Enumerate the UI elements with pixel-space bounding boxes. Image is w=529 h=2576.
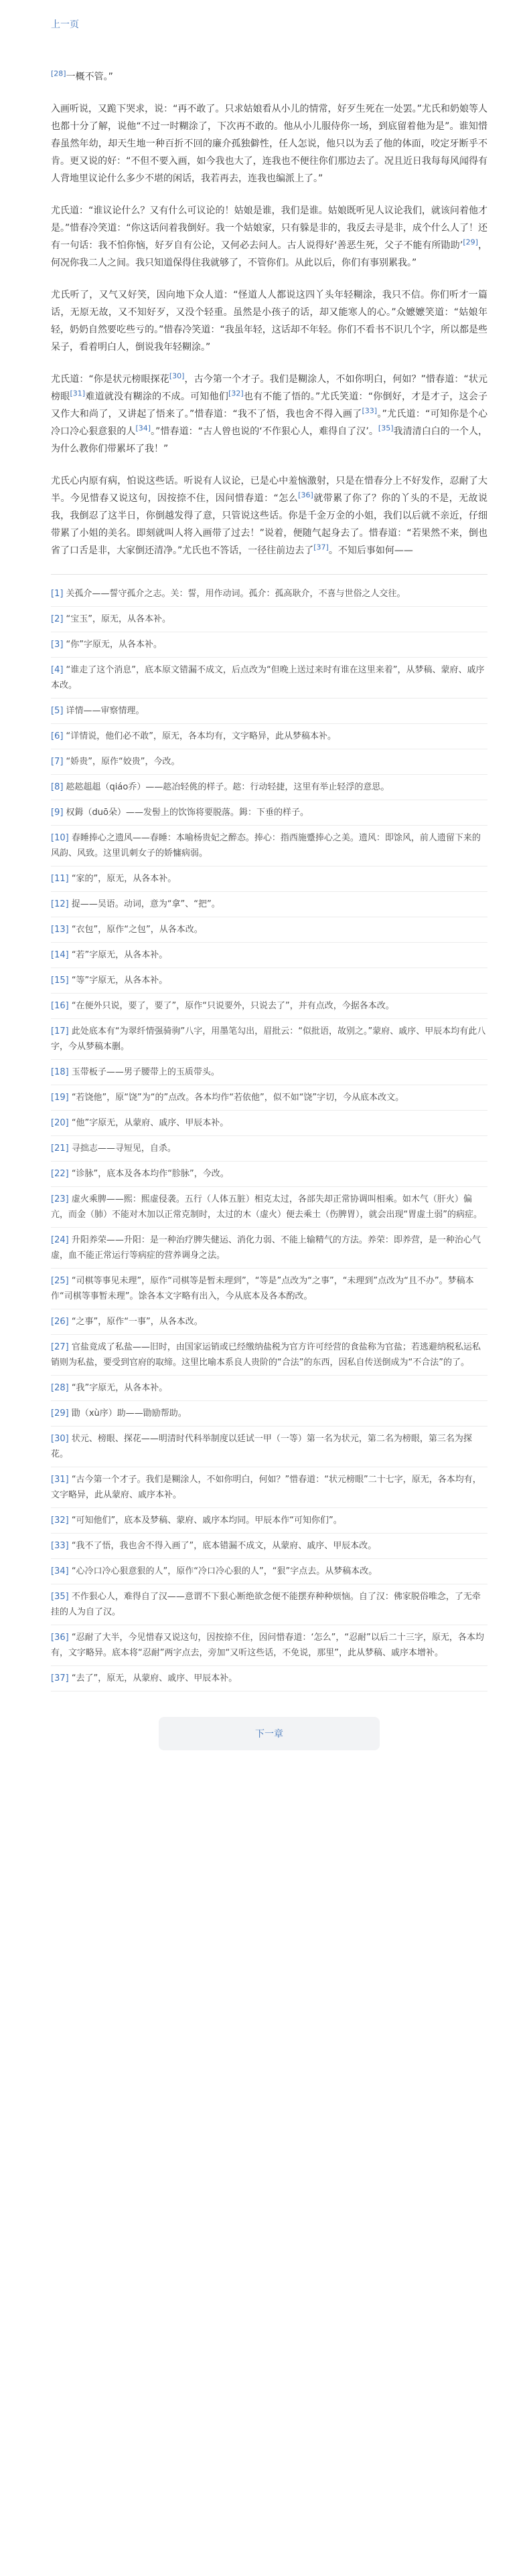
paragraph-text: 就带累了你了？你的丫头的不是，无故说我，我倒忍了这半日，你倒越发得了意，只管说这些话。你是千金万金的小姐，我们以后就不亲近，仔细带累了小姐的美名。即刻就叫人将入画带了过去！”说着，便随气起身去了。惜春道：“若果然不来，倒也省了口舌是非，大家倒还清净。”尤氏也不答话，一径往前边去了 [51,493,487,556]
footnote-item [51,1534,487,1559]
footnote-item [51,1666,487,1691]
footnote-item [51,1060,487,1085]
chapter-text [51,68,487,559]
footnote-text: “我”字原无，从各本补。 [68,1383,168,1393]
footnote-text: 详情——审察情理。 [63,706,145,716]
footnote-text: “若饶他”，原“饶”为“的”点改。各本均作“若依他”，似不如“饶”字切，今从底本改文。 [68,1093,404,1103]
footnote-text: 春睡捧心之遗风——春睡：本喻杨贵妃之醉态。捧心：指西施蹙捧心之美。遗风：即馀风，前人遗留下来的风韵、风致。这里讥刺女子的娇慵病弱。 [51,833,481,858]
footnote-number[interactable]: [22] [51,1169,69,1179]
footnote-item [51,632,487,658]
footnote-text: “谁走了这个消息”，底本原文错漏不成文，后点改为“但晚上送过来时有谁在这里来着”，从梦稿、蒙府、戚序本改。 [51,665,485,691]
footnote-text: “宝玉”，原无，从各本补。 [63,614,171,624]
footnote-item [51,1111,487,1136]
footnote-item [51,775,487,800]
footnote-number[interactable]: [35] [51,1592,69,1602]
footnote-number[interactable]: [6] [51,731,64,741]
footnote-number[interactable]: [33] [51,1541,69,1551]
footnote-number[interactable]: [7] [51,757,64,767]
paragraph-text: 。”惜春道：“古人曾也说的‘不作狠心人，难得自了汉’。 [151,426,378,437]
paragraph [51,286,487,356]
footnote-item [51,1376,487,1401]
footnote-ref[interactable]: [34] [135,424,151,433]
footnote-ref[interactable]: [31] [70,389,86,398]
paragraph [51,371,487,458]
footnote-number[interactable]: [11] [51,874,69,884]
footnote-item [51,724,487,749]
footnote-item [51,607,487,632]
paragraph-text: 难道就没有糊涂的不成。可知他们 [85,391,229,402]
footnote-text: “家的”，原无，从各本补。 [68,874,177,884]
footnote-text: 玉带板子——男子腰带上的玉质带头。 [68,1067,220,1077]
footnote-item [51,1085,487,1111]
footnote-number[interactable]: [30] [51,1434,69,1444]
footnote-number[interactable]: [1] [51,589,64,599]
paragraph [51,100,487,187]
footnote-text: “去了”，原无，从蒙府、戚序、甲辰本补。 [68,1673,238,1683]
footnote-ref[interactable]: [30] [169,371,185,381]
footnote-text: “娇贵”，原作“姣贵”，今改。 [63,757,180,767]
footnote-ref[interactable]: [37] [313,543,329,552]
footnote-text: “等”字原无，从各本补。 [68,976,168,986]
footnote-text: “详情说，他们必不敢”，原无，各本均有，文字略异，此从梦稿本补。 [63,731,337,741]
footnote-text: 状元、榜眼、探花——明清时代科举制度以廷试一甲（一等）第一名为状元，第二名为榜眼，第三名为探花。 [51,1434,472,1459]
footnote-number[interactable]: [2] [51,614,64,624]
footnote-text: “我不了悟，我也舍不得入画了”，底本错漏不成文，从蒙府、戚序、甲辰本改。 [68,1541,377,1551]
footnote-number[interactable]: [10] [51,833,69,843]
footnote-text: 升阳养荣——升阳：是一种治疗脾失健运、消化力弱、不能上输精气的方法。养荣：即养营，是一种治心气虚，血不能正常运行等病症的营养调身之法。 [51,1235,481,1261]
footnote-text: 趑趑趄趄（qiáo乔）——趑冶轻佻的样子。趑：行动轻捷，这里有举止轻浮的意思。 [63,782,390,792]
footnote-text: 勖（xù序）助——勖励帮助。 [68,1408,187,1418]
footnote-number[interactable]: [20] [51,1118,69,1128]
footnote-text: “衣包”，原作“之包”，从各本改。 [68,925,203,935]
footnote-item [51,1508,487,1534]
footnote-ref[interactable]: [32] [228,389,244,398]
footnote-number[interactable]: [32] [51,1515,69,1526]
footnote-number[interactable]: [25] [51,1276,69,1286]
footnote-text: 寻拙志——寻短见，自杀。 [68,1143,176,1154]
footnote-number[interactable]: [23] [51,1194,69,1204]
footnote-number[interactable]: [18] [51,1067,69,1077]
footnote-item [51,1335,487,1376]
footnote-number[interactable]: [28] [51,1383,69,1393]
paragraph-text: ，何况你我二人之间。我只知道保得住我就够了，不管你们。从此以后，你们有事别累我。” [51,240,488,268]
footnote-item [51,826,487,866]
notes-divider [51,574,487,575]
footnote-text: 关孤介——誓守孤介之志。关：誓，用作动词。孤介：孤高耿介，不喜与世俗之人交往。 [63,589,406,599]
footnote-item [51,1427,487,1467]
footnote-text: 官盐竟成了私盐——旧时，由国家运销或已经缴纳盐税为官方许可经营的食盐称为官盐；若逃避纳税私运私销则为私盐，要受到官府的取缔。这里比喻本系良人贵阶的“合法”的东西，因私自传送倒成为“不合法”的了。 [51,1342,481,1368]
paragraph-text: 也有不能了悟的。”尤氏笑道：“你倒好，才是才子，这会子又作大和尚了，又讲起了悟来了。”惜春道：“我不了悟，我也舍不得入画了 [51,391,488,420]
footnote-text: “他”字原无，从蒙府、戚序、甲辰本补。 [68,1118,229,1128]
footnote-item [51,581,487,607]
top-nav [51,0,487,35]
footnote-item [51,917,487,943]
footnote-number[interactable]: [15] [51,976,69,986]
footnote-text: “可知他们”，底本及梦稿、蒙府、戚序本均同。甲辰本作“可知你们”。 [68,1515,342,1526]
footnote-number[interactable]: [12] [51,899,69,909]
footnote-item [51,800,487,826]
footnote-text: “之事”，原作“一事”，从各本改。 [68,1317,203,1327]
footnote-item [51,749,487,775]
footnote-number[interactable]: [24] [51,1235,69,1245]
footnote-ref[interactable]: [33] [362,406,378,416]
footnote-item [51,1625,487,1666]
footnote-number[interactable]: [27] [51,1342,69,1352]
footnote-number[interactable]: [29] [51,1408,69,1418]
footnote-item [51,1269,487,1309]
footnote-text: “你”字原无，从各本补。 [63,640,163,650]
footnote-number[interactable]: [17] [51,1026,69,1036]
footnote-item [51,1187,487,1228]
footnote-item [51,994,487,1019]
footnote-item [51,1136,487,1162]
footnote-number[interactable]: [13] [51,925,69,935]
paragraph-text: ，古今第一个才子。我们是糊涂人，不如你明白，何如？”惜春道：“状元榜眼 [51,374,487,402]
footnote-item [51,892,487,917]
paragraph-text: 。不知后事如何—— [328,545,413,556]
paragraph-text: 一概不管。” [66,72,113,82]
footnote-number[interactable]: [19] [51,1093,69,1103]
footnote-text: “诊脉”，底本及各本均作“胗脉”，今改。 [68,1169,229,1179]
paragraph-text: 尤氏道：“你是状元榜眼探花 [51,374,169,385]
footnote-number[interactable]: [21] [51,1143,69,1154]
footnote-text: 不作狠心人，难得自了汉——意谓不下狠心断绝欲念便不能摆弃种种烦恼。自了汉：佛家脱俗唯念，了无牵挂的人为自了汉。 [51,1592,481,1617]
paragraph-text: 入画听说，又跪下哭求，说：“再不敢了。只求姑娘看从小儿的情常，好歹生死在一处罢。”尤氏和奶娘等人也都十分了解，说他“不过一时糊涂了，下次再不敢的。他从小儿服侍你一场，到底留着他为是”。谁知惜春虽然年幼，却天生地一种百折不回的廉介孤独僻性，任人怎说，他只以为丢了他的体面，咬定牙断乎不肯。更又说的好：“不但不要入画，如今我也大了，连我也不便往你们那边去了。况且近日我每每风闻得有人背地里议论什么多少不堪的闲话，我若再去，连我也编派上了。” [51,104,487,184]
footnote-item [51,658,487,699]
footnote-number[interactable]: [9] [51,808,64,818]
footnote-number[interactable]: [36] [51,1633,69,1643]
paragraph-text: 。”尤氏道：“可知你是个心冷口冷心狠意狠的人 [51,409,487,437]
footnote-item [51,1309,487,1335]
footnote-ref[interactable]: [29] [463,238,478,247]
footnote-text: 虚火乘脾——熙：熙虚侵袭。五行（人体五脏）相克太过，各部失却正常协调叫相乘。如木气（肝火）偏亢，而金（肺）不能对木加以正常克制时，太过的木（虚火）便去乘土（伤脾胃），就会出现“胃虚土弱”的病症。 [51,1194,482,1220]
footnote-item [51,1467,487,1508]
footnote-item [51,866,487,892]
footnote-ref[interactable]: [28] [51,69,66,78]
paragraph [51,202,487,272]
footnote-text: “忍耐了大半，今见惜春又说这句，因按捺不住，因问惜春道：‘怎么”，“忍耐”以后二十三字，原无，各本均有，文字略异。底本将“忍耐”两字点去，旁加“又听这些话，不免说，那里”，此从梦稿、戚序本增补。 [51,1633,484,1658]
bottom-nav [51,1717,487,1750]
footnote-item [51,943,487,968]
footnote-text: “若”字原无，从各本补。 [68,950,168,960]
footnote-number[interactable]: [3] [51,640,64,650]
footnote-number[interactable]: [26] [51,1317,69,1327]
footnote-number[interactable]: [16] [51,1001,69,1011]
paragraph-text: 尤氏道：“谁议论什么？又有什么可议论的！姑娘是谁，我们是谁。姑娘既听见人议论我们，就该问着他才是。”惜春冷笑道：“你这话问着我倒好。我一个姑娘家，只有躲是非的，我反去寻是非，成个什么人了！还有一句话：我不怕你恼，好歹自有公论，又何必去问人。古人说得好‘善恶生死，父子不能有所勖助’ [51,205,487,251]
footnote-text: “司棋等事见未理”，原作“司棋等是暂未理到”，“等是”点改为“之事”，“未理到”点改为“且不办”。梦稿本作“司棋等事暂未理”。馀各本文字略有出入，今从底本及各本酌改。 [51,1276,474,1301]
paragraph-text: 尤氏心内原有病，怕说这些话。听说有人议论，已是心中羞恼激射，只是在惜春分上不好发作，忍耐了大半。今见惜春又说这句，因按捺不住，因问惜春道：“怎么 [51,476,487,504]
footnote-item [51,1584,487,1625]
footnote-text: 权鉧（duō朵）——发髻上的饮饰将要脱落。鉧：下垂的样子。 [63,808,309,818]
footnote-ref[interactable]: [36] [298,490,313,500]
footnote-number[interactable]: [34] [51,1566,69,1576]
footnote-text: 捉——吴语。动词，意为“拿”、“把”。 [68,899,220,909]
footnote-item [51,1019,487,1060]
footnote-text: 此处底本有“为翠纤情强骑驹”八字，用墨笔勾出，眉批云：“似批语，故别之。”蒙府、戚序、甲辰本均有此八字，今从梦稿本删。 [51,1026,486,1052]
footnote-item [51,968,487,994]
footnote-item [51,1228,487,1269]
footnote-item [51,1162,487,1187]
footnote-number[interactable]: [31] [51,1475,69,1485]
paragraph [51,68,487,86]
footnote-item [51,1401,487,1427]
footnote-number[interactable]: [8] [51,782,64,792]
footnote-number[interactable]: [37] [51,1673,69,1683]
footnote-ref[interactable]: [35] [378,424,394,433]
footnote-text: “在便外只说，要了，要了”，原作“只说要外，只说去了”，并有点改，今据各本改。 [68,1001,394,1011]
footnote-number[interactable]: [5] [51,706,64,716]
footnote-item [51,699,487,724]
footnote-number[interactable]: [14] [51,950,69,960]
footnote-text: “心冷口冷心狠意狠的人”，原作“冷口冷心狠的人”，“狠”字点去。从梦稿本改。 [68,1566,378,1576]
footnote-text: “古今第一个才子。我们是糊涂人，不如你明白，何如？”惜春道：“状元榜眼”二十七字，原无，各本均有，文字略异，此从蒙府、戚序本补。 [51,1475,481,1500]
next-chapter-button[interactable]: 下一章 [159,1717,380,1750]
paragraph-text: 尤氏听了，又气又好笑，因向地下众人道：“怪道人人都说这四丫头年轻糊涂，我只不信。你们听才一篇话，无原无故，又不知好歹，又没个轻重。虽然是小孩子的话，却又能寒人的心。”众嬷嬷笑道：“姑娘年轻，奶奶自然要吃些亏的。”惜春冷笑道：“我虽年轻，这话却不年轻。你们不看书不识几个字，所以都是些呆子，看着明白人，倒说我年轻糊涂。” [51,290,487,353]
paragraph-text: 我清清白白的一个人，为什么教你们带累坏了我！” [51,426,488,454]
footnotes-list [51,581,487,1691]
footnote-number[interactable]: [4] [51,665,64,675]
footnote-item [51,1559,487,1584]
prev-page-link[interactable]: 上一页 [51,19,79,30]
paragraph [51,472,487,559]
